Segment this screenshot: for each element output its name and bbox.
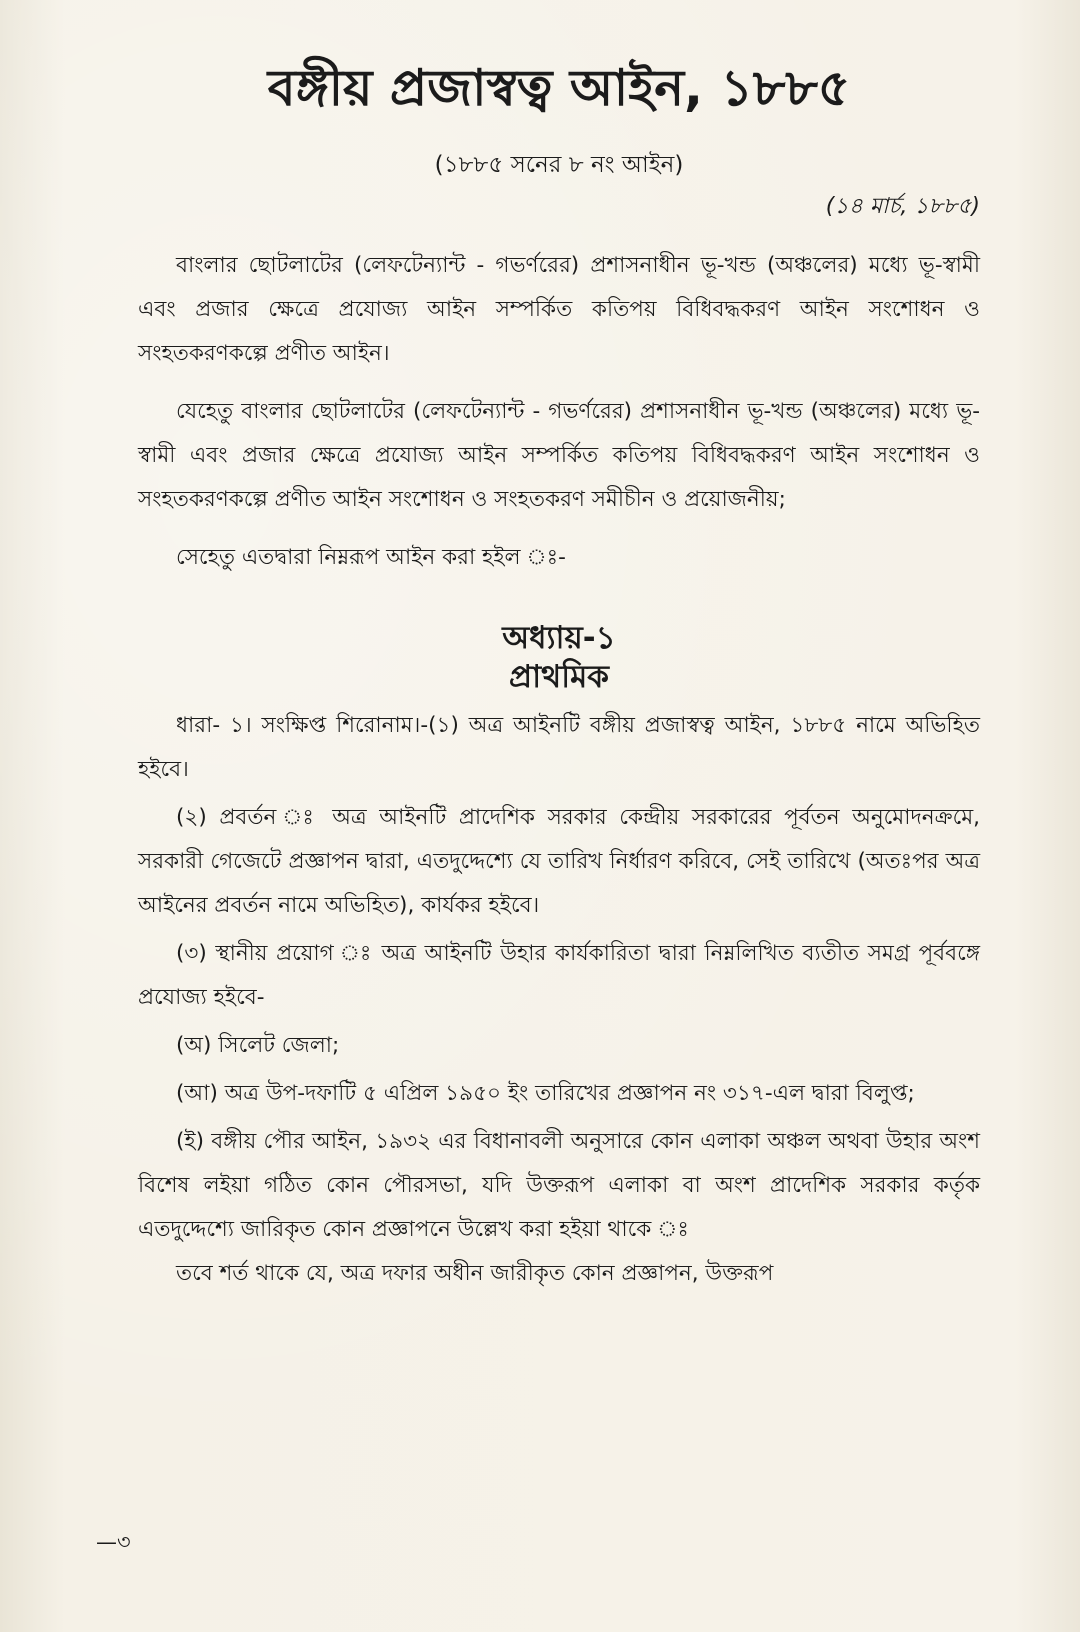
act-date: (১৪ মার্চ, ১৮৮৫) [825, 193, 980, 219]
chapter-subheading: প্রাথমিক [509, 658, 609, 695]
proviso-paragraph: তবে শর্ত থাকে যে, অত্র দফার অধীন জারীকৃত কোন প্রজ্ঞাপন, উক্তরূপ [176, 1260, 774, 1286]
act-title: বঙ্গীয় প্রজাস্বত্ব আইন, ১৮৮৫ [267, 59, 851, 117]
document-body [138, 60, 980, 1296]
enacting-paragraph: সেহেতু এতদ্বারা নিম্নরূপ আইন করা হইল ঃ- [176, 544, 566, 570]
section-1-3-local-extent: (৩) স্থানীয় প্রয়োগ ঃ অত্র আইনটি উহার কার্যকারিতা দ্বারা নিম্নলিখিত ব্যতীত সমগ্র পূর্ববঙ্গে প্রযোজ্য হইবে- [138, 940, 980, 1010]
whereas-paragraph: যেহেতু বাংলার ছোটলাটের (লেফটেন্যান্ট - গভর্ণরের) প্রশাসনাধীন ভূ-খন্ড (অঞ্চলের) মধ্যে ভূ-স্বামী এবং প্রজার ক্ষেত্রে প্রযোজ্য আইন সম্পর্কিত কতিপয় বিধিবদ্ধকরণ আইন সংশোধন ও সংহতকরণকল্পে প্রণীত আইন সংশোধন ও সংহতকরণ সমীচীন ও প্রয়োজনীয়; [138, 398, 980, 512]
section-1-short-title: ধারা- ১। সংক্ষিপ্ত শিরোনাম।-(১) অত্র আইনটি বঙ্গীয় প্রজাস্বত্ব আইন, ১৮৮৫ নামে অভিহিত হইবে। [138, 712, 980, 782]
clause-a: (অ) সিলেট জেলা; [176, 1032, 340, 1058]
act-number: (১৮৮৫ সনের ৮ নং আইন) [434, 151, 684, 178]
section-1-2-commencement: (২) প্রবর্তন ঃ অত্র আইনটি প্রাদেশিক সরকার কেন্দ্রীয় সরকারের পূর্বতন অনুমোদনক্রমে, সরকারী গেজেটে প্রজ্ঞাপন দ্বারা, এতদুদ্দেশ্যে যে তারিখ নির্ধারণ করিবে, সেই তারিখে (অতঃপর অত্র আইনের প্রবর্তন নামে অভিহিত), কার্যকর হইবে। [138, 804, 980, 918]
preamble-paragraph: বাংলার ছোটলাটের (লেফটেন্যান্ট - গভর্ণরের) প্রশাসনাধীন ভূ-খন্ড (অঞ্চলের) মধ্যে ভূ-স্বামী এবং প্রজার ক্ষেত্রে প্রযোজ্য আইন সম্পর্কিত কতিপয় বিধিবদ্ধকরণ আইন সংশোধন ও সংহতকরণকল্পে প্রণীত আইন। [138, 252, 980, 366]
chapter-heading: অধ্যায়-১ [502, 619, 616, 656]
clause-aa: (আ) অত্র উপ-দফাটি ৫ এপ্রিল ১৯৫০ ইং তারিখের প্রজ্ঞাপন নং ৩১৭-এল দ্বারা বিলুপ্ত; [176, 1080, 915, 1106]
page-number: —৩ [96, 1530, 131, 1554]
clause-i: (ই) বঙ্গীয় পৌর আইন, ১৯৩২ এর বিধানাবলী অনুসারে কোন এলাকা অঞ্চল অথবা উহার অংশ বিশেষ লইয়া গঠিত কোন পৌরসভা, যদি উক্তরূপ এলাকা বা অংশ প্রাদেশিক সরকার কর্তৃক এতদুদ্দেশ্যে জারিকৃত কোন প্রজ্ঞাপনে উল্লেখ করা হইয়া থাকে ঃ [138, 1128, 980, 1242]
